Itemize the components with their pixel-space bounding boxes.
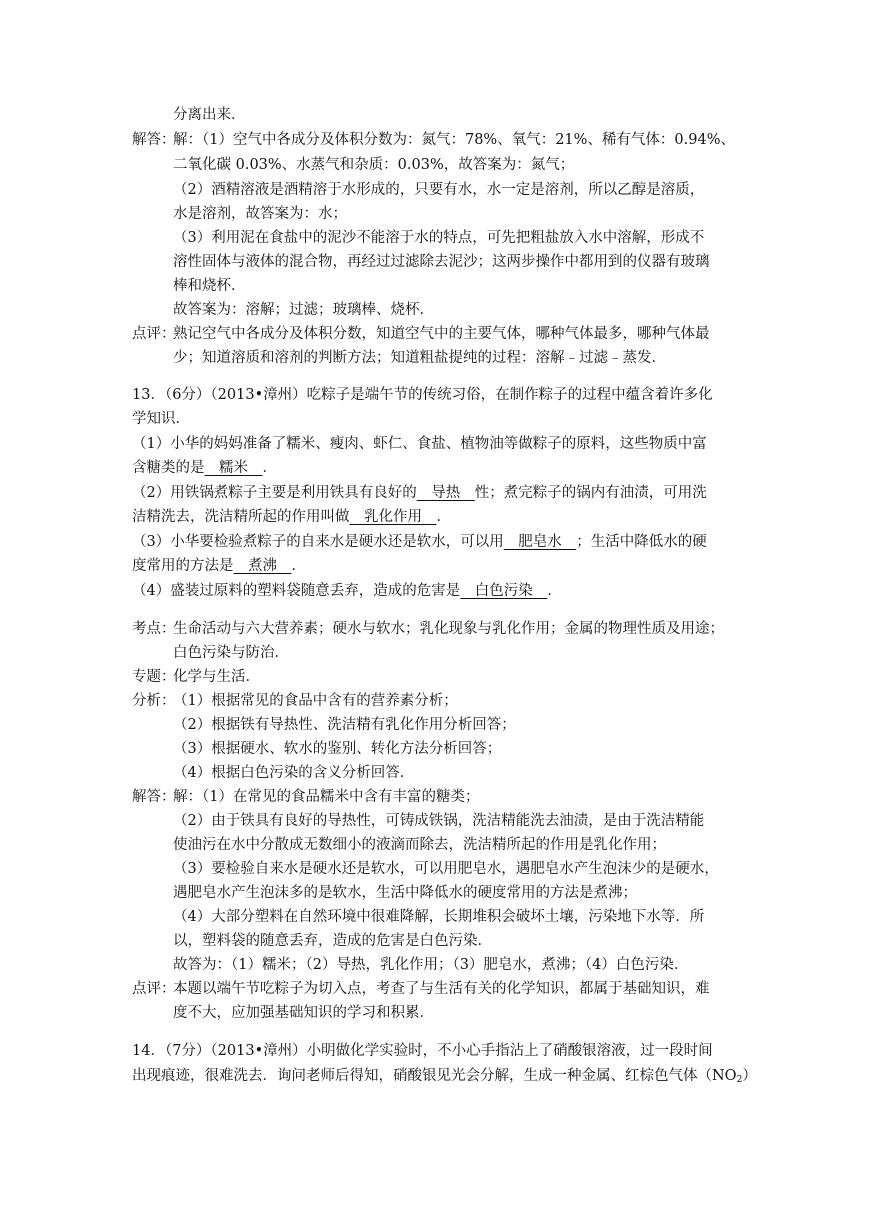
q13-kaodian-line: 生命活动与六大营养素；硬水与软水；乳化现象与乳化作用；金属的物理性质及用途；: [173, 621, 724, 637]
q13-jieda-line: 以，塑料袋的随意丢弃，造成的危害是白色污染．: [173, 933, 492, 949]
answer-blank: 煮沸: [233, 558, 292, 574]
q13-stem-line: 13．（6分）（2013•漳州）吃粽子是端午节的传统习俗，在制作粽子的过程中蕴含着许多化: [132, 387, 713, 403]
q13-jieda-line: 故答为：（1）糯米；（2）导热，乳化作用；（3）肥皂水，煮沸；（4）白色污染．: [173, 957, 689, 973]
q13-jieda-line: （3）要检验自来水是硬水还是软水，可以用肥皂水，遇肥皂水产生泡沫少的是硬水，: [173, 861, 719, 877]
q13-part4-line: [132, 581, 562, 601]
q14-stem-line: 14．（7分）（2013•漳州）小明做化学实验时，不小心手指沾上了硝酸银溶液，过一段时间: [132, 1043, 713, 1059]
q13-stem-line: 学知识．: [132, 411, 190, 427]
q13-part1-line: [132, 458, 277, 478]
q13-kaodian-line: 白色污染与防治．: [173, 645, 289, 661]
prev-comment-line: 熟记空气中各成分及体积分数，知道空气中的主要气体，哪种气体最多，哪种气体最: [173, 326, 710, 342]
q13-jieda-line: 使油污在水中分散成无数细小的液滴而除去，洗洁精所起的作用是乳化作用；: [173, 837, 666, 853]
q14-stem-line: [132, 1066, 757, 1090]
prev-answer-line: 溶性固体与液体的混合物，再经过过滤除去泥沙；这两步操作中都用到的仪器有玻璃: [173, 254, 710, 270]
text-segment: ）: [742, 1068, 757, 1084]
text-segment: （3）小华要检验煮粽子的自来水是硬水还是软水，可以用: [132, 534, 504, 550]
q13-part1-line: （1）小华的妈妈准备了糯米、瘦肉、虾仁、食盐、植物油等做粽子的原料，这些物质中富: [132, 436, 707, 452]
prev-comment-line: 少；知道溶质和溶剂的判断方法；知道粗盐提纯的过程：溶解﹣过滤﹣蒸发．: [173, 350, 666, 366]
text-segment: 性；煮完粽子的锅内有油渍，可用洗: [474, 485, 707, 501]
q13-jieda-line: （2）由于铁具有良好的导热性，可铸成铁锅，洗洁精能洗去油渍，是由于洗洁精能: [173, 813, 705, 829]
prev-answer-label: 解答：: [132, 132, 176, 148]
q13-fenxi-line: （3）根据硬水、软水的鉴别、转化方法分析回答；: [173, 741, 502, 757]
q13-part2-line: [132, 483, 707, 503]
answer-blank: 糯米: [204, 460, 263, 476]
text-segment: ．: [262, 460, 277, 476]
q13-dianping-line: 度不大，应加强基础知识的学习和积累．: [173, 1005, 434, 1021]
text-segment: （2）用铁锅煮粽子主要是利用铁具有良好的: [132, 485, 417, 501]
q13-jieda-line: （4）大部分塑料在自然环境中很难降解，长期堆积会破坏土壤，污染地下水等．所: [173, 909, 705, 925]
q13-dianping-label: 点评：: [132, 981, 176, 997]
q13-fenxi-line: （2）根据铁有导热性、洗洁精有乳化作用分析回答；: [173, 717, 516, 733]
answer-blank: 导热: [416, 485, 475, 501]
q13-part3-line: [132, 532, 707, 552]
text-segment: 出现痕迹，很难洗去．询问老师后得知，硝酸银见光会分解，生成一种金属、红棕色气体（NO: [132, 1068, 737, 1084]
prev-answer-line: 棒和烧杯．: [173, 278, 246, 294]
text-segment: （4）盛装过原料的塑料袋随意丢弃，造成的危害是: [132, 583, 461, 599]
prev-answer-line: 解：（1）空气中各成分及体积分数为：氮气：78%、氧气：21%、稀有气体：0.94%、: [173, 132, 735, 148]
text-segment: ；生活中降低水的硬: [576, 534, 707, 550]
text-segment: ．: [291, 558, 306, 574]
answer-blank: 白色污染: [460, 583, 548, 599]
text-segment: 洁精洗去，洗洁精所起的作用叫做: [132, 509, 350, 525]
prev-answer-line: （2）酒精溶液是酒精溶于水形成的，只要有水，水一定是溶剂，所以乙醇是溶质，: [173, 182, 705, 198]
q13-zhuanti-label: 专题：: [132, 669, 176, 685]
answer-blank: 乳化作用: [349, 509, 437, 525]
text-segment: ．: [436, 509, 451, 525]
q13-kaodian-label: 考点：: [132, 621, 176, 637]
q13-part2-line: [132, 507, 451, 527]
subscript: 2: [736, 1075, 743, 1085]
q13-fenxi-line: （1）根据常见的食品中含有的营养素分析；: [173, 693, 458, 709]
q13-dianping-line: 本题以端午节吃粽子为切入点，考查了与生活有关的化学知识，都属于基础知识，难: [173, 981, 710, 997]
q13-zhuanti-text: 化学与生活．: [173, 669, 260, 685]
prev-answer-line: （3）利用泥在食盐中的泥沙不能溶于水的特点，可先把粗盐放入水中溶解，形成不: [173, 230, 705, 246]
text-segment: ．: [547, 583, 562, 599]
prev-answer-line: 水是溶剂，故答案为：水；: [173, 206, 347, 222]
prev-comment-label: 点评：: [132, 326, 176, 342]
text-segment: 含糖类的是: [132, 460, 205, 476]
prev-answer-line: 故答案为：溶解；过滤；玻璃棒、烧杯．: [173, 302, 434, 318]
text-segment: 度常用的方法是: [132, 558, 234, 574]
prev-answer-line: 二氧化碳 0.03%、水蒸气和杂质：0.03%，故答案为：氮气；: [173, 157, 575, 173]
prev-tail-text: 分离出来．: [173, 107, 246, 123]
answer-blank: 肥皂水: [503, 534, 577, 550]
q13-jieda-line: 解：（1）在常见的食品糯米中含有丰富的糖类；: [173, 789, 480, 805]
q13-jieda-label: 解答：: [132, 789, 176, 805]
q13-fenxi-label: 分析：: [132, 693, 176, 709]
q13-fenxi-line: （4）根据白色污染的含义分析回答．: [173, 765, 415, 781]
q13-part3-line: [132, 556, 306, 576]
q13-jieda-line: 遇肥皂水产生泡沫多的是软水，生活中降低水的硬度常用的方法是煮沸；: [173, 885, 637, 901]
